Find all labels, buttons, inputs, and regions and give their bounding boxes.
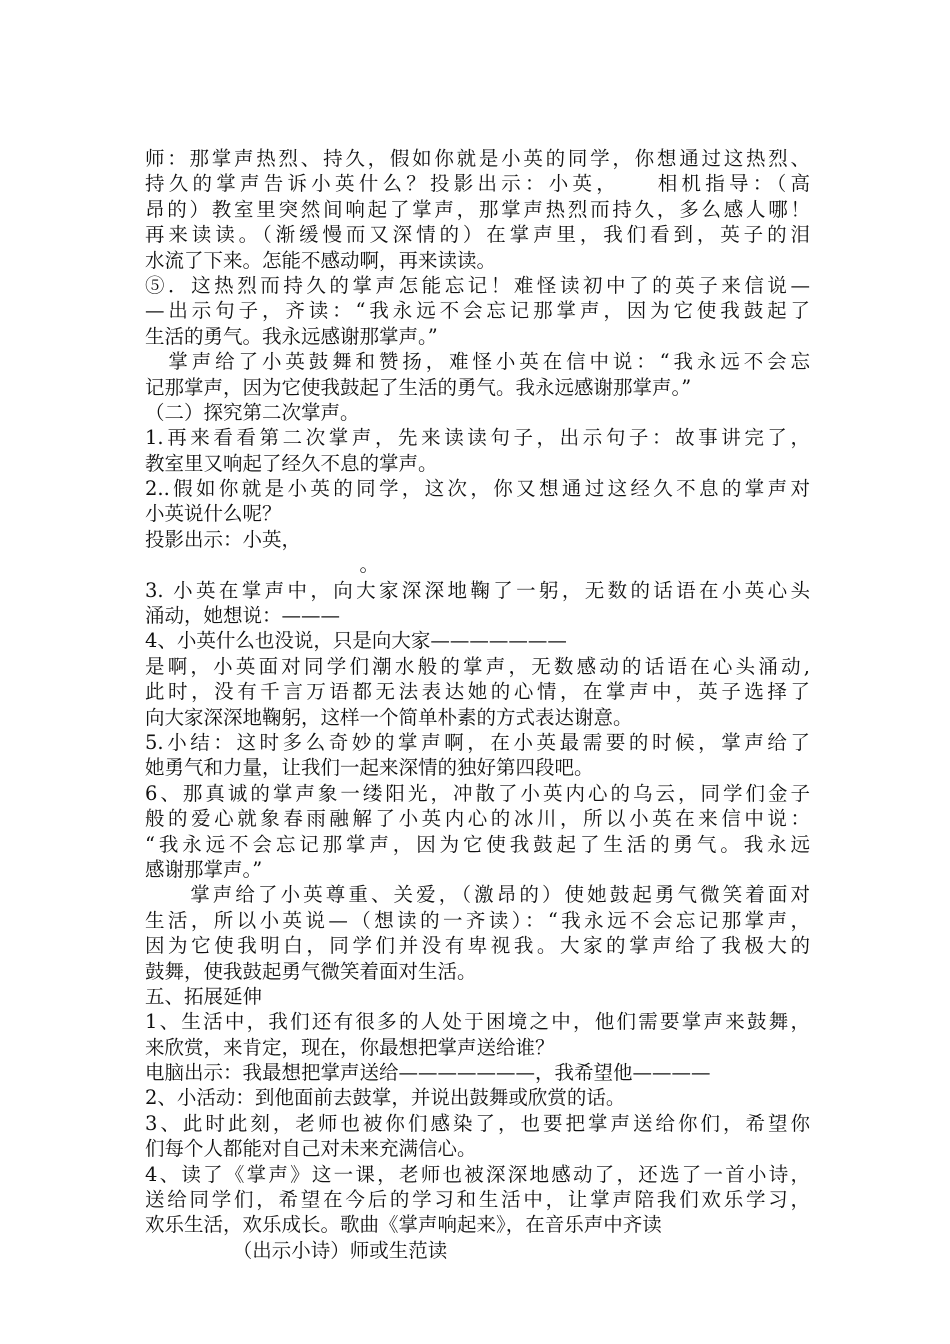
text-line-36: 来欣赏，来肯定，现在，你最想把掌声送给谁？ [145,1035,555,1059]
text-line-8: 生活的勇气。我永远感谢那掌声。” [145,324,438,348]
text-line-25: 她勇气和力量，让我们一起来深情的独好第四段吧。 [145,756,594,780]
text-line-31: 生活，所以小英说—（想读的一齐读）：“我永远不会忘记那掌声， [145,908,810,932]
text-line-41: 4、读了《掌声》这一课，老师也被深深地感动了，还选了一首小诗， [145,1162,810,1186]
text-line-16: 投影出示：小英， [145,527,302,551]
text-line-26: 6、那真诚的掌声象一缕阳光，冲散了小英内心的乌云，同学们金子 [145,781,810,805]
text-line-29: 感谢那掌声。” [145,857,263,881]
text-line-19: 涌动，她想说：——— [145,604,341,628]
text-line-2: 持久的掌声告诉小英什么？投影出示：小英， 相机指导：（高 [145,172,810,196]
text-line-9: 掌声给了小英鼓舞和赞扬，难怪小英在信中说：“我永远不会忘 [145,350,810,374]
text-line-12: 1.再来看看第二次掌声，先来读读句子，出示句子：故事讲完了， [145,426,810,450]
text-line-1: 师：那掌声热烈、持久，假如你就是小英的同学，你想通过这热烈、 [145,147,810,170]
text-line-24: 5.小结：这时多么奇妙的掌声啊，在小英最需要的时候，掌声给了 [145,730,810,754]
section-heading-expand: 五、拓展延伸 [145,984,263,1008]
text-line-39: 3、此时此刻，老师也被你们感染了，也要把掌声送给你们，希望你 [145,1111,810,1135]
text-line-40: 们每个人都能对自己对未来充满信心。 [145,1137,477,1161]
text-line-5: 水流了下来。怎能不感动啊，再来读读。 [145,248,497,272]
text-line-33: 鼓舞，使我鼓起勇气微笑着面对生活。 [145,959,477,983]
text-line-20: 4、小英什么也没说，只是向大家——————— [145,629,567,653]
text-line-21: 是啊，小英面对同学们潮水般的掌声，无数感动的话语在心头涌动, [145,654,810,678]
text-line-42: 送给同学们，希望在今后的学习和生活中，让掌声陪我们欢乐学习， [145,1188,810,1212]
text-line-14: 2..假如你就是小英的同学，这次，你又想通过这经久不息的掌声对 [145,477,810,501]
text-line-32: 因为它使我明白，同学们并没有卑视我。大家的掌声给了我极大的 [145,934,810,958]
text-line-3: 昂的）教室里突然间响起了掌声，那掌声热烈而持久，多么感人哪！ [145,197,810,221]
text-line-13: 教室里又响起了经久不息的掌声。 [145,451,438,475]
text-line-22: 此时，没有千言万语都无法表达她的心情，在掌声中，英子选择了 [145,680,810,704]
text-line-17: 。 [145,553,380,577]
text-line-27: 般的爱心就象春雨融解了小英内心的冰川，所以小英在来信中说： [145,807,810,831]
text-line-6: ⑤．这热烈而持久的掌声怎能忘记！难怪读初中了的英子来信说— [145,273,810,297]
text-line-23: 向大家深深地鞠躬，这样一个简单朴素的方式表达谢意。 [145,705,633,729]
document-body [145,146,810,1263]
text-line-38: 2、小活动：到他面前去鼓掌，并说出鼓舞或欣赏的话。 [145,1086,626,1110]
text-line-15: 小英说什么呢？ [145,502,282,526]
text-line-10: 记那掌声，因为它使我鼓起了生活的勇气。我永远感谢那掌声。” [145,375,692,399]
text-line-30: 掌声给了小英尊重、关爱，（激昂的）使她鼓起勇气微笑着面对 [145,883,810,907]
text-line-28: “我永远不会忘记那掌声，因为它使我鼓起了生活的勇气。我永远 [145,832,810,856]
text-line-7: —出示句子，齐读：“我永远不会忘记那掌声，因为它使我鼓起了 [145,299,810,323]
text-line-44: （出示小诗）师或生范读 [145,1238,448,1262]
text-line-11: （二）探究第二次掌声。 [145,400,360,424]
text-line-4: 再来读读。（渐缓慢而又深情的）在掌声里，我们看到，英子的泪 [145,223,810,247]
text-line-43: 欢乐生活，欢乐成长。歌曲《掌声响起来》，在音乐声中齐读 [145,1213,662,1237]
text-line-35: 1、生活中，我们还有很多的人处于困境之中，他们需要掌声来鼓舞， [145,1010,810,1034]
text-line-18: 3. 小英在掌声中，向大家深深地鞠了一躬，无数的话语在小英心头 [145,578,810,602]
text-line-37: 电脑出示：我最想把掌声送给———————，我希望他———— [145,1061,711,1085]
